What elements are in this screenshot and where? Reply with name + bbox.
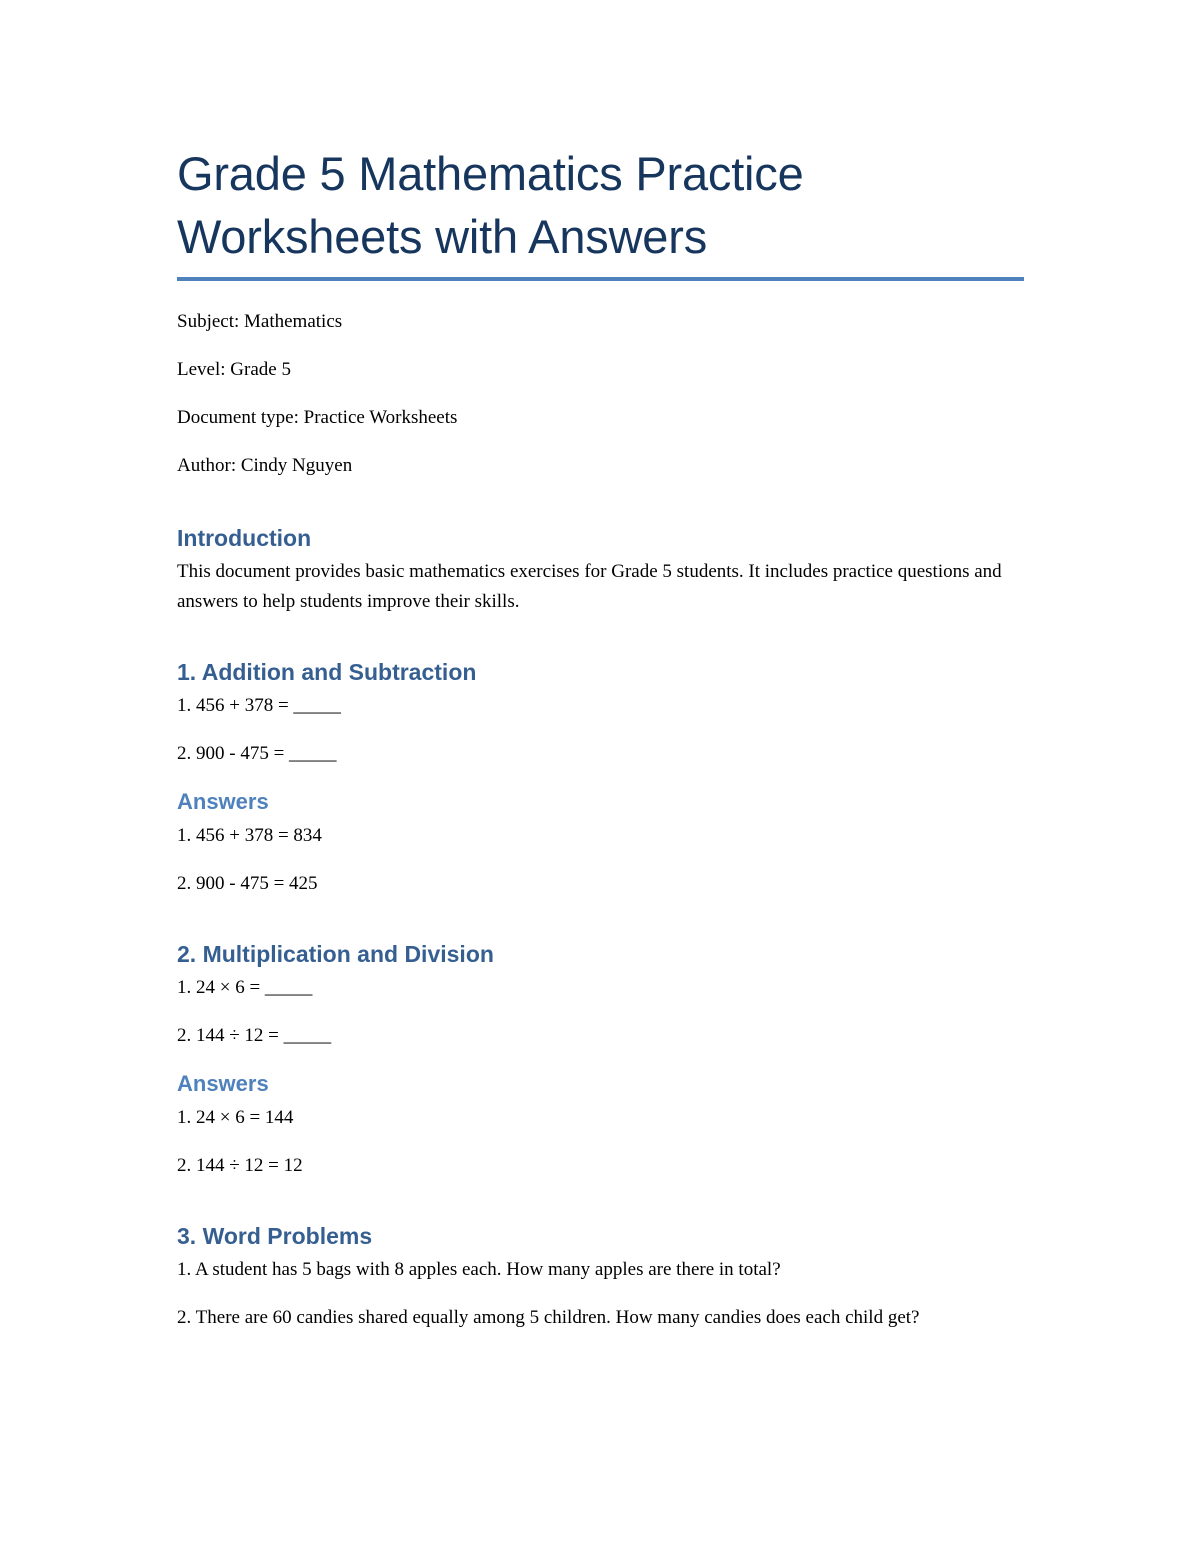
document-meta: [177, 307, 1024, 481]
meta-document-type: Document type: Practice Worksheets: [177, 407, 458, 428]
introduction-heading: Introduction: [177, 525, 312, 551]
meta-subject: Subject: Mathematics: [177, 311, 343, 332]
answer-item: 1. 24 × 6 = 144: [177, 1107, 294, 1128]
title-line-1: Grade 5 Mathematics Practice: [177, 147, 804, 200]
answers-block: [177, 1069, 1024, 1181]
introduction-section: [177, 523, 1024, 617]
section-addition-subtraction: [177, 657, 1024, 899]
question-item: 2. 144 ÷ 12 = _____: [177, 1025, 332, 1046]
meta-level: Level: Grade 5: [177, 359, 291, 380]
answer-item: 2. 900 - 475 = 425: [177, 873, 318, 894]
document-title: [177, 142, 1024, 281]
meta-author: Author: Cindy Nguyen: [177, 455, 353, 476]
section-heading: 1. Addition and Subtraction: [177, 659, 477, 685]
question-item: 2. There are 60 candies shared equally among 5 children. How many candies does each child get?: [177, 1307, 920, 1328]
question-item: 2. 900 - 475 = _____: [177, 743, 337, 764]
section-multiplication-division: [177, 939, 1024, 1181]
answers-heading: Answers: [177, 1071, 269, 1096]
question-item: 1. 456 + 378 = _____: [177, 695, 341, 716]
answer-item: 1. 456 + 378 = 834: [177, 825, 322, 846]
answer-item: 2. 144 ÷ 12 = 12: [177, 1155, 303, 1176]
answers-heading: Answers: [177, 789, 269, 814]
document-content: [177, 142, 1024, 1351]
section-word-problems: [177, 1221, 1024, 1333]
question-item: 1. 24 × 6 = _____: [177, 977, 313, 998]
question-item: 1. A student has 5 bags with 8 apples each. How many apples are there in total?: [177, 1259, 781, 1280]
section-heading: 2. Multiplication and Division: [177, 941, 494, 967]
section-heading: 3. Word Problems: [177, 1223, 373, 1249]
introduction-text: This document provides basic mathematics exercises for Grade 5 students. It includes practice questions and answers to help students improve their skills.: [177, 561, 1002, 612]
title-line-2: Worksheets with Answers: [177, 210, 708, 263]
answers-block: [177, 787, 1024, 899]
